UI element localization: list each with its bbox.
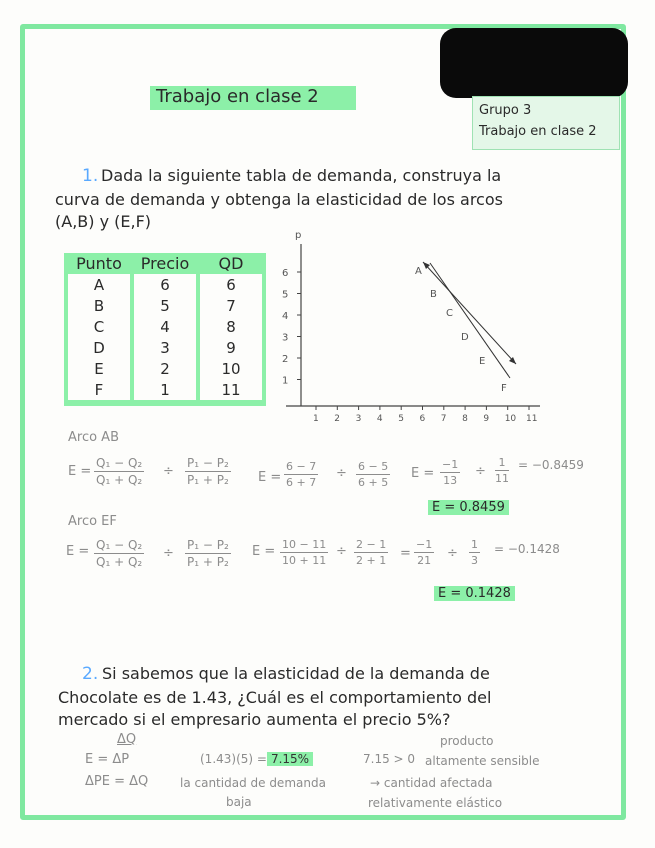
table-row [66,274,264,295]
fraction-numerator: Q₁ − Q₂ [96,538,143,552]
point-label-b: B [430,289,437,300]
fraction-denominator: 13 [443,474,458,487]
table-cell: 7 [198,295,264,316]
arc-ab-divide3: ÷ [475,464,486,479]
arc-ab-subst-p [356,460,390,489]
table-cell: F [66,379,132,403]
point-label-c: C [446,308,453,319]
fraction-numerator: 2 − 1 [356,538,387,551]
arc-ef-e2: E = [252,544,276,559]
graph-x-tick-label: 7 [440,414,447,424]
arc-ef-simplified-p [469,538,480,567]
table-cell: 9 [198,337,264,358]
graph-axis-top-label: p [295,230,302,241]
fraction-numerator: P₁ − P₂ [187,456,229,470]
arc-ab-formula-p [185,456,231,487]
arc-ab-divide2: ÷ [336,466,347,481]
arc-ef-eq: = [400,546,411,561]
arc-ab-divide: ÷ [163,464,174,479]
table-cell: 4 [132,316,198,337]
arc-ab-formula-q [94,456,144,487]
arc-ef-result-inline: = −0.1428 [494,542,560,556]
question-2-line2: Chocolate es de 1.43, ¿Cuál es el comportamiento del [58,688,492,707]
point-label-d: D [461,332,469,343]
arc-ef-subst-q [280,538,328,567]
graph-y-tick-label: 3 [282,332,289,344]
fraction-denominator: P₁ + P₂ [187,555,229,569]
arc-ef-divide2: ÷ [336,544,347,559]
graph-y-tick-label: 1 [282,375,289,387]
graph-y-tick-label: 2 [282,354,289,365]
answer-cantidad-afectada: → cantidad afectada [370,776,493,790]
arc-ef-result-highlight: E = 0.1428 [434,586,515,601]
arc-ef-e: E = [66,544,90,559]
graph-x-tick-label: 6 [419,414,426,424]
question-1-number: 1. [82,166,99,186]
arc-ab-e2: E = [258,470,282,485]
question-2-line1: Si sabemos que la elasticidad de la demanda de [102,664,490,683]
fraction-denominator: 6 + 7 [286,476,317,489]
table-cell: 10 [198,358,264,379]
demand-line-upper [423,262,516,364]
question-1-line1: Dada la siguiente tabla de demanda, construya la [101,166,502,185]
table-row [66,295,264,316]
answer-compare: 7.15 > 0 [363,752,416,766]
demand-curve-graph [270,226,550,426]
fraction-numerator: 6 − 5 [358,460,389,473]
table-header-row [66,253,264,274]
fraction-numerator: 1 [471,538,478,551]
answer-calculation [200,752,313,766]
arc-ab-subst-q [284,460,318,489]
graph-x-tick-label: 1 [313,414,319,424]
calc-result-highlight: 7.15% [267,752,313,766]
graph-x-tick-label: 4 [376,414,383,424]
table-row [66,337,264,358]
arc-ef-formula-p [185,538,231,569]
table-cell: 8 [198,316,264,337]
answer-formula-2: ΔPE = ΔQ [85,774,149,789]
group-label: Grupo 3 [479,103,532,118]
fraction-denominator: 10 + 11 [282,554,327,567]
graph-y-tick-label: 5 [282,289,289,301]
table-header: Punto [66,253,132,274]
redacted-name-block [440,28,628,98]
table-cell: C [66,316,132,337]
demand-line-lower [430,263,510,378]
arc-ef-simplified-q [414,538,434,567]
graph-x-tick-label: 10 [504,414,517,424]
fraction-numerator: P₁ − P₂ [187,538,229,552]
fraction-denominator: 6 + 5 [358,476,389,489]
table-cell: D [66,337,132,358]
arc-ab-simplified-q [440,458,460,487]
arc-ab-simplified-p [495,456,509,485]
demand-table [64,253,266,406]
arc-ef-subst-p [354,538,388,567]
table-cell: 3 [132,337,198,358]
answer-relativamente-elastico: relativamente elástico [368,796,503,810]
question-2-line3: mercado si el empresario aumenta el precio 5%? [58,710,451,729]
fraction-denominator: 21 [417,554,432,567]
fraction-denominator: 11 [495,472,509,485]
arc-ef-divide: ÷ [163,546,174,561]
fraction-numerator: −1 [442,458,459,471]
question-1-line3: (A,B) y (E,F) [55,212,152,231]
question-1-line2: curva de demanda y obtenga la elasticidad de los arcos [55,190,503,209]
graph-x-tick-label: 9 [483,414,490,424]
table-header: QD [198,253,264,274]
table-cell: B [66,295,132,316]
graph-x-tick-label: 8 [462,414,468,424]
answer-baja: baja [226,795,252,809]
fraction-denominator: P₁ + P₂ [187,473,229,487]
table-row [66,316,264,337]
fraction-numerator: 1 [495,456,509,471]
point-label-f: F [501,383,507,394]
graph-x-tick-label: 11 [526,414,538,424]
graph-x-tick-label: 3 [355,414,362,424]
graph-y-ticks [282,268,301,387]
arc-ef-divide3: ÷ [447,546,458,561]
arc-ab-e: E = [68,464,92,479]
graph-x-ticks [313,406,537,424]
fraction-numerator: 6 − 7 [286,460,317,473]
group-box [472,96,620,150]
answer-e-delta-p: E = ΔP [85,752,130,767]
point-label-a: A [415,266,422,277]
fraction-numerator: 10 − 11 [282,538,327,551]
graph-x-tick-label: 2 [334,414,341,424]
fraction-denominator: 2 + 1 [356,554,387,567]
table-cell: E [66,358,132,379]
fraction-numerator: Q₁ − Q₂ [96,456,143,470]
table-cell: 6 [198,274,264,295]
table-header: Precio [132,253,198,274]
graph-x-tick-label: 5 [398,414,404,424]
answer-altamente-sensible: altamente sensible [425,754,540,768]
table-cell: 2 [132,358,198,379]
graph-y-tick-label: 6 [282,268,289,279]
arc-ab-result-highlight: E = 0.8459 [428,500,509,515]
arc-ab-label: Arco AB [68,430,119,445]
calc-prefix: (1.43)(5) = [200,752,267,766]
table-cell: A [66,274,132,295]
fraction-denominator: Q₁ + Q₂ [96,555,143,569]
fraction-denominator: Q₁ + Q₂ [96,473,143,487]
arc-ef-label: Arco EF [68,514,117,529]
arc-ef-formula-q [94,538,144,569]
table-cell: 1 [132,379,198,403]
table-row [66,358,264,379]
fraction-denominator: 3 [471,554,478,567]
arc-ab-e3: E = [411,466,435,481]
answer-cantidad-demanda: la cantidad de demanda [180,776,326,790]
answer-delta-q: ΔQ [117,732,137,747]
arc-ab-result-inline: = −0.8459 [518,458,584,472]
answer-producto: producto [440,734,494,748]
page-title: Trabajo en clase 2 [156,86,319,107]
point-label-e: E [479,356,486,367]
table-row [66,379,264,403]
graph-y-tick-label: 4 [282,311,289,322]
group-subtitle: Trabajo en clase 2 [479,124,597,139]
fraction-numerator: −1 [416,538,433,551]
table-cell: 5 [132,295,198,316]
table-cell: 11 [198,379,264,403]
table-cell: 6 [132,274,198,295]
question-2-number: 2. [82,664,99,684]
